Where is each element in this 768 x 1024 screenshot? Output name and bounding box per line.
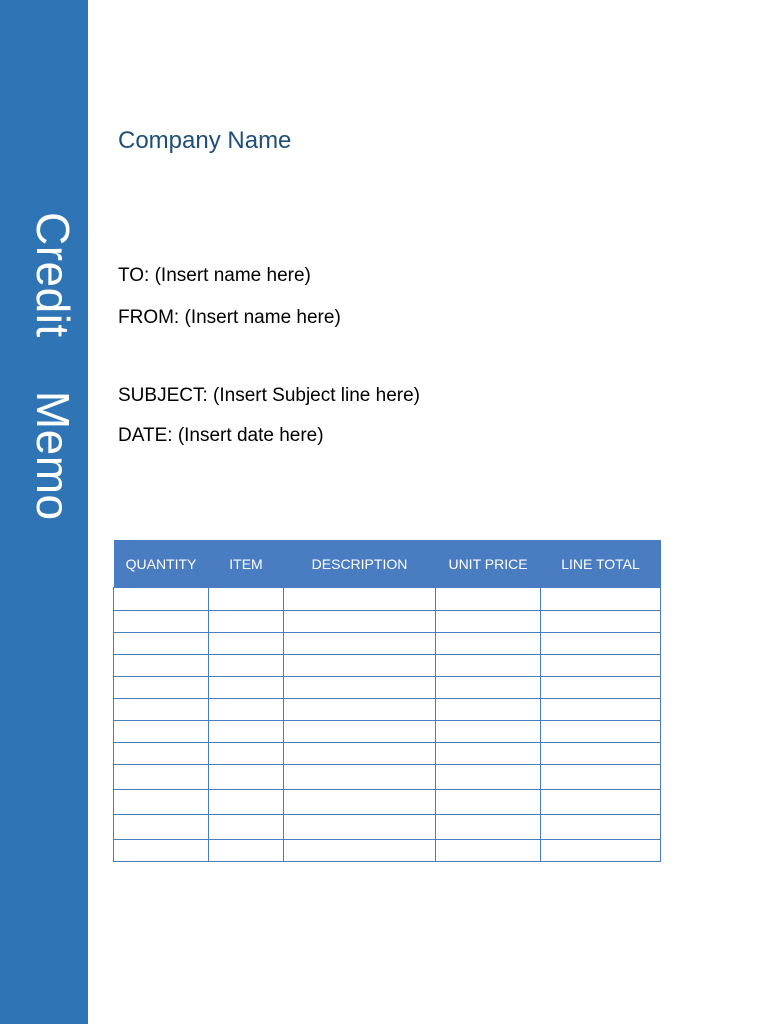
cell-line-total[interactable]: [541, 815, 661, 840]
cell-description[interactable]: [284, 611, 436, 633]
cell-item[interactable]: [209, 765, 284, 790]
table-row: [114, 743, 661, 765]
cell-unit-price[interactable]: [436, 655, 541, 677]
cell-quantity[interactable]: [114, 633, 209, 655]
cell-quantity[interactable]: [114, 840, 209, 862]
cell-quantity[interactable]: [114, 655, 209, 677]
cell-description[interactable]: [284, 765, 436, 790]
table-row: [114, 655, 661, 677]
cell-line-total[interactable]: [541, 611, 661, 633]
cell-line-total[interactable]: [541, 765, 661, 790]
cell-item[interactable]: [209, 655, 284, 677]
cell-description[interactable]: [284, 588, 436, 611]
table-row: [114, 677, 661, 699]
line-items-table: [113, 540, 661, 862]
cell-item[interactable]: [209, 677, 284, 699]
cell-description[interactable]: [284, 721, 436, 743]
cell-unit-price[interactable]: [436, 815, 541, 840]
table-row: [114, 815, 661, 840]
cell-item[interactable]: [209, 611, 284, 633]
column-header-line-total: LINE TOTAL: [541, 540, 661, 588]
table-body: [114, 588, 661, 862]
cell-quantity[interactable]: [114, 765, 209, 790]
table-header-row: [114, 540, 661, 588]
cell-unit-price[interactable]: [436, 765, 541, 790]
table-row: [114, 790, 661, 815]
column-header-unit-price: UNIT PRICE: [436, 540, 541, 588]
cell-item[interactable]: [209, 699, 284, 721]
cell-unit-price[interactable]: [436, 588, 541, 611]
cell-quantity[interactable]: [114, 790, 209, 815]
cell-quantity[interactable]: [114, 743, 209, 765]
cell-item[interactable]: [209, 633, 284, 655]
table-row: [114, 699, 661, 721]
column-header-quantity: QUANTITY: [114, 540, 209, 588]
cell-quantity[interactable]: [114, 815, 209, 840]
cell-description[interactable]: [284, 655, 436, 677]
memo-to-line: TO: (Insert name here): [118, 265, 311, 286]
cell-unit-price[interactable]: [436, 611, 541, 633]
cell-quantity[interactable]: [114, 699, 209, 721]
company-name: Company Name: [118, 127, 292, 154]
cell-description[interactable]: [284, 815, 436, 840]
cell-unit-price[interactable]: [436, 790, 541, 815]
cell-quantity[interactable]: [114, 611, 209, 633]
line-items-table-container: [113, 540, 660, 862]
cell-line-total[interactable]: [541, 743, 661, 765]
cell-line-total[interactable]: [541, 699, 661, 721]
table-row: [114, 633, 661, 655]
table-row: [114, 840, 661, 862]
table-row: [114, 588, 661, 611]
cell-unit-price[interactable]: [436, 743, 541, 765]
cell-item[interactable]: [209, 790, 284, 815]
cell-line-total[interactable]: [541, 655, 661, 677]
cell-description[interactable]: [284, 633, 436, 655]
cell-line-total[interactable]: [541, 633, 661, 655]
memo-subject-line: SUBJECT: (Insert Subject line here): [118, 385, 421, 406]
cell-quantity[interactable]: [114, 588, 209, 611]
cell-description[interactable]: [284, 699, 436, 721]
sidebar: [0, 0, 88, 1024]
memo-date-line: DATE: (Insert date here): [118, 425, 324, 446]
cell-line-total[interactable]: [541, 721, 661, 743]
document-title: Credit Memo: [27, 212, 79, 521]
cell-unit-price[interactable]: [436, 699, 541, 721]
cell-description[interactable]: [284, 677, 436, 699]
table-row: [114, 721, 661, 743]
cell-quantity[interactable]: [114, 677, 209, 699]
table-row: [114, 765, 661, 790]
cell-line-total[interactable]: [541, 790, 661, 815]
cell-item[interactable]: [209, 743, 284, 765]
column-header-description: DESCRIPTION: [284, 540, 436, 588]
cell-unit-price[interactable]: [436, 633, 541, 655]
cell-item[interactable]: [209, 588, 284, 611]
cell-line-total[interactable]: [541, 677, 661, 699]
memo-from-line: FROM: (Insert name here): [118, 307, 341, 328]
cell-quantity[interactable]: [114, 721, 209, 743]
cell-item[interactable]: [209, 840, 284, 862]
cell-unit-price[interactable]: [436, 721, 541, 743]
cell-description[interactable]: [284, 790, 436, 815]
column-header-item: ITEM: [209, 540, 284, 588]
cell-line-total[interactable]: [541, 840, 661, 862]
cell-description[interactable]: [284, 840, 436, 862]
cell-item[interactable]: [209, 721, 284, 743]
cell-unit-price[interactable]: [436, 677, 541, 699]
cell-unit-price[interactable]: [436, 840, 541, 862]
cell-description[interactable]: [284, 743, 436, 765]
cell-item[interactable]: [209, 815, 284, 840]
cell-line-total[interactable]: [541, 588, 661, 611]
table-row: [114, 611, 661, 633]
